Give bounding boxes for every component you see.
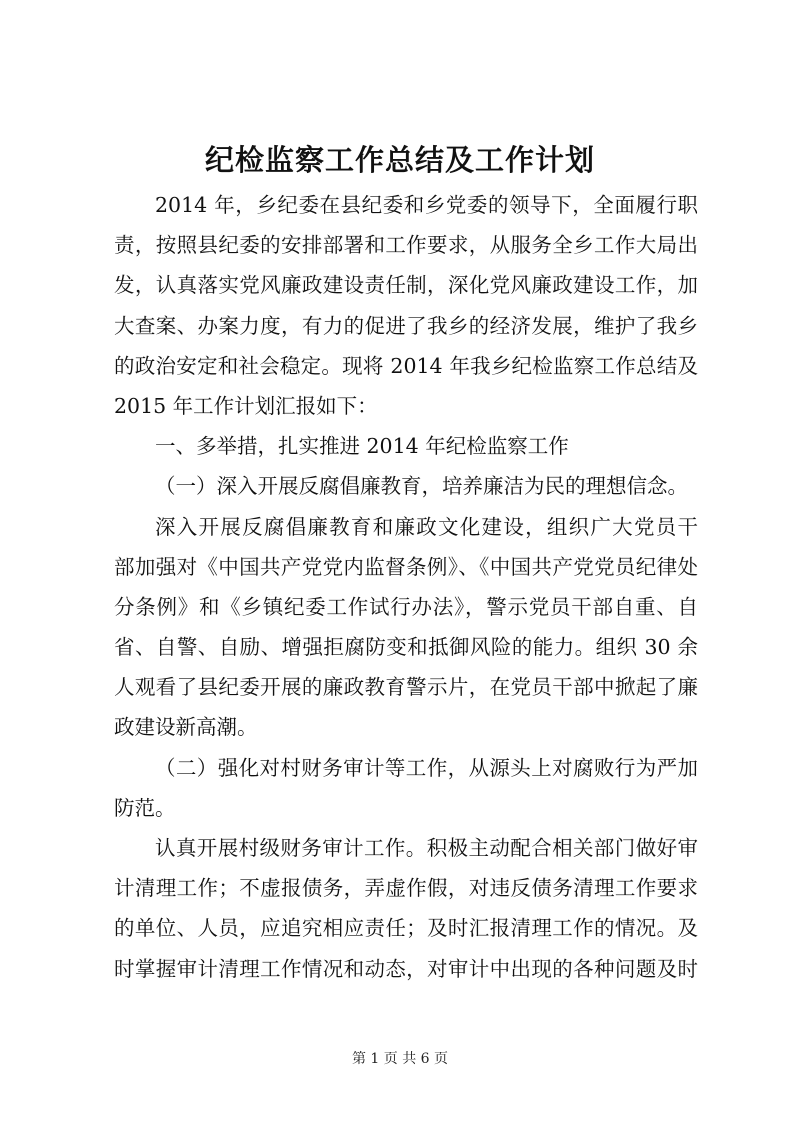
- paragraph-line: 发，认真落实党风廉政建设责任制，深化党风廉政建设工作，加: [114, 273, 698, 298]
- subsection-heading: （一）深入开展反腐倡廉教育，培养廉洁为民的理想信念。: [155, 474, 688, 499]
- paragraph-line: 责，按照县纪委的安排部署和工作要求，从服务全乡工作大局出: [114, 233, 698, 258]
- paragraph-line: 政建设新高潮。: [114, 715, 258, 740]
- paragraph-line: 分条例》和《乡镇纪委工作试行办法》，警示党员干部自重、自: [114, 594, 698, 619]
- section-heading: 一、多举措，扎实推进 2014 年纪检监察工作: [155, 434, 569, 459]
- document-title: 纪检监察工作总结及工作计划: [204, 143, 595, 177]
- paragraph-line: 计清理工作；不虚报债务，弄虚作假，对违反债务清理工作要求: [114, 876, 698, 901]
- paragraph-line: 省、自警、自励、增强拒腐防变和抵御风险的能力。组织 30 余: [114, 635, 698, 660]
- paragraph-line: 部加强对《中国共产党党内监督条例》、《中国共产党党员纪律处: [114, 554, 698, 579]
- page-number-footer: 第 1 页 共 6 页: [351, 1051, 449, 1067]
- paragraph-line: 认真开展村级财务审计工作。积极主动配合相关部门做好审: [155, 836, 698, 860]
- paragraph-line: 的单位、人员，应追究相应责任；及时汇报清理工作的情况。及: [114, 916, 698, 941]
- paragraph-line: 人观看了县纪委开展的廉政教育警示片，在党员干部中掀起了廉: [114, 675, 698, 700]
- paragraph-line: 的政治安定和社会稳定。现将 2014 年我乡纪检监察工作总结及: [114, 353, 698, 378]
- paragraph-line: 2014 年，乡纪委在县纪委和乡党委的领导下，全面履行职: [155, 193, 698, 217]
- paragraph-line: 时掌握审计清理工作情况和动态，对审计中出现的各种问题及时: [114, 956, 698, 981]
- document-body: [114, 185, 698, 989]
- paragraph-line: 2015 年工作计划汇报如下：: [114, 393, 378, 418]
- subsection-heading: （二）强化对村财务审计等工作，从源头上对腐败行为严加: [155, 755, 698, 780]
- paragraph-line: 大查案、办案力度，有力的促进了我乡的经济发展，维护了我乡: [114, 313, 698, 338]
- subsection-heading-continued: 防范。: [114, 795, 176, 820]
- paragraph-line: 深入开展反腐倡廉教育和廉政文化建设，组织广大党员干: [155, 514, 698, 539]
